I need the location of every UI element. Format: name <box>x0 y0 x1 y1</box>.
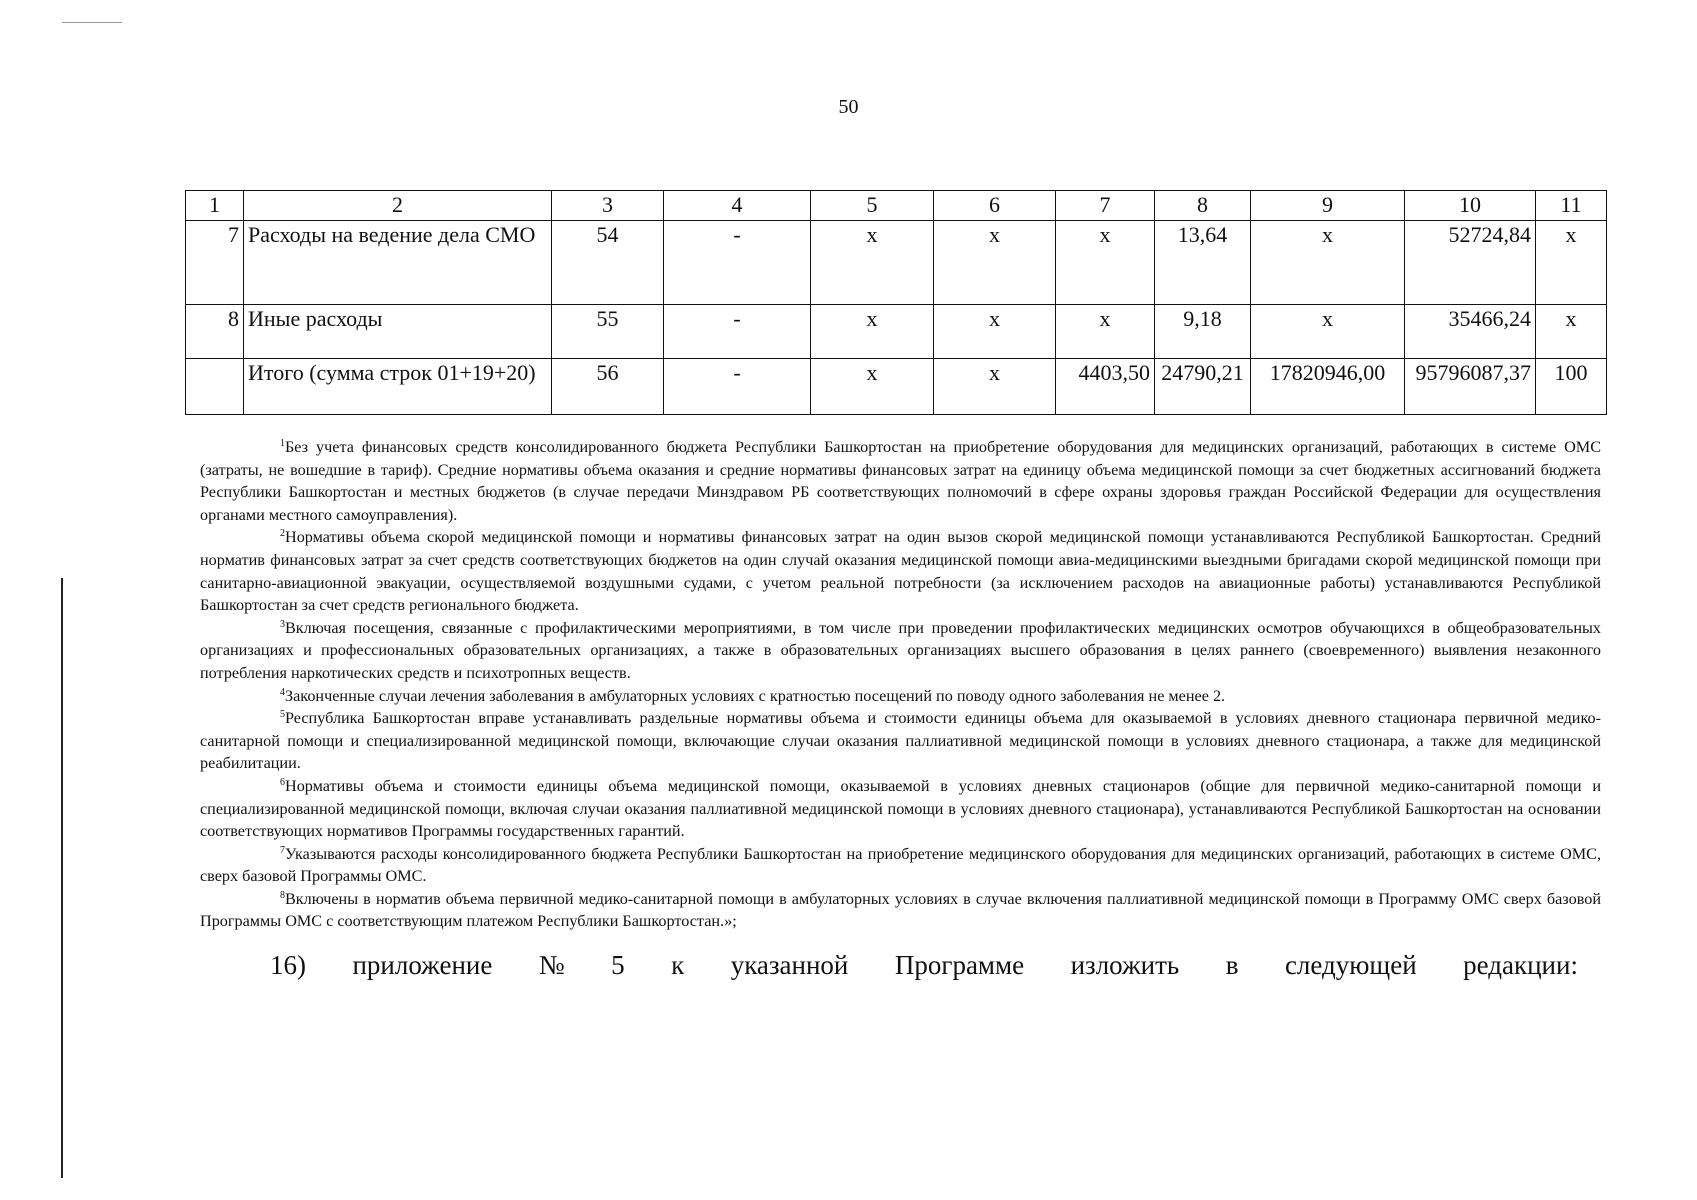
cell-col5: х <box>811 359 934 415</box>
row-number: 7 <box>186 221 244 305</box>
header-cell: 5 <box>811 191 934 221</box>
footnote-mark: 5 <box>280 709 285 721</box>
cell-col4: - <box>664 305 811 359</box>
scan-artifact-margin-line <box>61 578 63 1178</box>
footnote <box>200 685 1601 708</box>
cell-col8: 9,18 <box>1155 305 1251 359</box>
header-cell: 6 <box>934 191 1056 221</box>
cell-col8: 13,64 <box>1155 221 1251 305</box>
cell-col11: 100 <box>1536 359 1607 415</box>
amendment-line <box>270 950 1578 981</box>
row-name: Итого (сумма строк 01+19+20) <box>244 359 552 415</box>
footnote-mark: 4 <box>280 686 285 698</box>
row-code: 56 <box>552 359 664 415</box>
cell-col9: 17820946,00 <box>1251 359 1405 415</box>
footnotes <box>200 436 1601 933</box>
cell-col10: 52724,84 <box>1405 221 1536 305</box>
amendment-word: 5 <box>611 950 625 980</box>
cell-col5: х <box>811 221 934 305</box>
footnote-mark: 2 <box>280 528 285 540</box>
footnote-text: Нормативы объема и стоимости единицы объема медицинской помощи, оказываемой в условиях дневных стационаров (общие для первичной медико-санитарной помощи и специализированной медицинской помощи, включая случаи оказания паллиативной медицинской помощи в условиях дневного стационара), устанавливаются Республикой Башкортостан на основании соответствующих нормативов Программы государственных гарантий. <box>200 776 1601 841</box>
header-cell: 4 <box>664 191 811 221</box>
footnote-mark: 3 <box>280 618 285 630</box>
footnote <box>200 436 1601 526</box>
cell-col9: х <box>1251 305 1405 359</box>
amendment-word: к <box>671 950 685 980</box>
header-cell: 11 <box>1536 191 1607 221</box>
header-cell: 8 <box>1155 191 1251 221</box>
cell-col4: - <box>664 359 811 415</box>
cell-col6: х <box>934 359 1056 415</box>
table-header-row <box>186 191 1607 221</box>
footnote-mark: 6 <box>280 776 285 788</box>
footnote <box>200 888 1601 933</box>
amendment-word: изложить <box>1070 950 1180 980</box>
footnote-text: Нормативы объема скорой медицинской помощи и нормативы финансовых затрат на один вызов скорой медицинской помощи устанавливаются Республикой Башкортостан. Средний норматив финансовых затрат за счет средств соответствующих бюджетов на один случай оказания медицинской помощи авиа-медицинскими выездными бригадами скорой медицинской помощи при санитарно-авиационной эвакуации, осуществляемой воздушными судами, с учетом реальной потребности (за исключением расходов на авиационные работы) устанавливаются Республикой Башкортостан за счет средств регионального бюджета. <box>200 528 1601 615</box>
amendment-word: редакции: <box>1463 950 1578 980</box>
cell-col6: х <box>934 305 1056 359</box>
header-cell: 2 <box>244 191 552 221</box>
footnote <box>200 526 1601 616</box>
footnote-text: Указываются расходы консолидированного бюджета Республики Башкортостан на приобретение медицинского оборудования для медицинских организаций, работающих в системе ОМС, сверх базовой Программы ОМС. <box>200 844 1601 886</box>
row-name: Иные расходы <box>244 305 552 359</box>
row-code: 55 <box>552 305 664 359</box>
cell-col5: х <box>811 305 934 359</box>
footnote-text: Республика Башкортостан вправе устанавливать раздельные нормативы объема и стоимости единицы объема для оказываемой в условиях дневного стационара первичной медико-санитарной помощи и специализированной медицинской помощи, включающие случаи оказания паллиативной медицинской помощи в условиях дневного стационара, а также для медицинской реабилитации. <box>200 709 1601 773</box>
cell-col7: 4403,50 <box>1056 359 1155 415</box>
footnote <box>200 707 1601 775</box>
amendment-word: в <box>1225 950 1239 980</box>
amendment-word: следующей <box>1284 950 1417 980</box>
table-row <box>186 305 1607 359</box>
header-cell: 1 <box>186 191 244 221</box>
footnote-mark: 1 <box>280 438 285 449</box>
footnote-mark: 8 <box>280 889 285 901</box>
header-cell: 9 <box>1251 191 1405 221</box>
scan-artifact-line <box>62 22 122 23</box>
cell-col10: 35466,24 <box>1405 305 1536 359</box>
amendment-word: приложение <box>352 950 493 980</box>
amendment-word: указанной <box>730 950 849 980</box>
cell-col8: 24790,21 <box>1155 359 1251 415</box>
cell-col11: х <box>1536 221 1607 305</box>
row-number: 8 <box>186 305 244 359</box>
cell-col11: х <box>1536 305 1607 359</box>
cell-col7: х <box>1056 305 1155 359</box>
footnote-text: Без учета финансовых средств консолидированного бюджета Республики Башкортостан на приобретение оборудования для медицинских организаций, работающих в системе ОМС (затраты, не вошедшие в тариф). Средние нормативы объема оказания и средние нормативы финансовых затрат на единицу объема медицинской помощи за счет бюджетных ассигнований бюджета Республики Башкортостан и местных бюджетов (в случае передачи Минздравом РБ соответствующих полномочий в сфере охраны здоровья граждан Российской Федерации для осуществления органами местного самоуправления). <box>200 438 1601 524</box>
amendment-word: 16) <box>270 950 306 980</box>
header-cell: 7 <box>1056 191 1155 221</box>
cell-col6: х <box>934 221 1056 305</box>
row-name: Расходы на ведение дела СМО <box>244 221 552 305</box>
footnote-mark: 7 <box>280 844 285 856</box>
cell-col10: 95796087,37 <box>1405 359 1536 415</box>
table-row <box>186 221 1607 305</box>
cell-col4: - <box>664 221 811 305</box>
row-code: 54 <box>552 221 664 305</box>
footnote <box>200 843 1601 888</box>
expenses-table <box>185 190 1607 415</box>
amendment-word: Программе <box>894 950 1025 980</box>
cell-col9: х <box>1251 221 1405 305</box>
footnote-text: Законченные случаи лечения заболевания в амбулаторных условиях с кратностью посещений по поводу одного заболевания не менее 2. <box>285 686 1226 705</box>
header-cell: 3 <box>552 191 664 221</box>
table-row-total <box>186 359 1607 415</box>
cell-col7: х <box>1056 221 1155 305</box>
footnote-text: Включены в норматив объема первичной медико-санитарной помощи в амбулаторных условиях в случае включения паллиативной медицинской помощи в Программу ОМС сверх базовой Программы ОМС с соответствующим платежом Республики Башкортостан.»; <box>200 889 1601 931</box>
header-cell: 10 <box>1405 191 1536 221</box>
footnote <box>200 775 1601 843</box>
page-number: 50 <box>838 96 859 118</box>
amendment-word: № <box>538 950 565 980</box>
row-number <box>186 359 244 415</box>
footnote <box>200 617 1601 685</box>
footnote-text: Включая посещения, связанные с профилактическими мероприятиями, в том числе при проведении профилактических медицинских осмотров обучающихся в общеобразовательных организациях и профессиональных образовательных организациях, а также в образовательных организациях высшего образования в целях раннего (своевременного) выявления незаконного потребления наркотических средств и психотропных веществ. <box>200 618 1601 682</box>
